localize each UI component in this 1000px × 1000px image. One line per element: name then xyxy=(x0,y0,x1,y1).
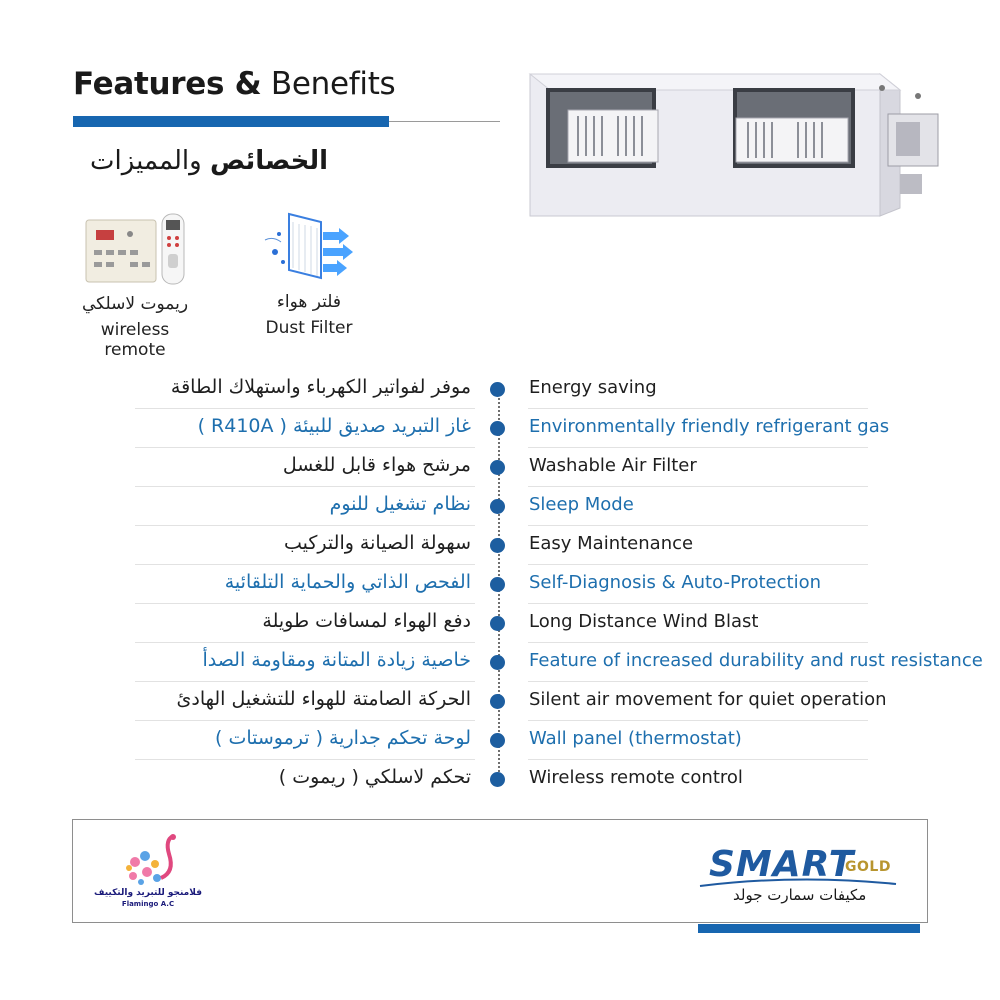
feature-label-ar: نظام تشغيل للنوم xyxy=(329,493,471,515)
feature-label-ar: لوحة تحكم جدارية ( ترموستات ) xyxy=(215,727,471,749)
bullet-icon xyxy=(490,577,505,592)
feature-row xyxy=(0,604,1000,643)
smart-name-ar: مكيفات سمارت جولد xyxy=(733,886,867,904)
feature-row xyxy=(0,721,1000,760)
page-title-light: Benefits xyxy=(270,66,396,102)
dust-filter-label-ar: فلتر هواء xyxy=(276,292,342,312)
feature-row xyxy=(0,682,1000,721)
footer-accent-bar xyxy=(698,924,920,933)
feature-label-ar: موفر لفواتير الكهرباء واستهلاك الطاقة xyxy=(170,376,471,398)
feature-row xyxy=(0,760,1000,799)
feature-row xyxy=(0,409,1000,448)
footer-logos xyxy=(72,819,928,923)
bullet-icon xyxy=(490,772,505,787)
bullet-icon xyxy=(490,538,505,553)
bullet-icon xyxy=(490,382,505,397)
wireless-remote-label-en: wireless remote xyxy=(100,320,170,360)
smart-logo-text: SMART xyxy=(709,844,855,885)
feature-label-en: Environmentally friendly refrigerant gas xyxy=(529,416,890,437)
feature-label-ar: مرشح هواء قابل للغسل xyxy=(282,454,471,476)
feature-label-en: Wall panel (thermostat) xyxy=(529,728,742,749)
feature-row xyxy=(0,487,1000,526)
feature-row xyxy=(0,448,1000,487)
feature-label-ar: تحكم لاسلكي ( ريموت ) xyxy=(278,766,471,788)
feature-label-ar: دفع الهواء لمسافات طويلة xyxy=(262,610,471,632)
feature-label-en: Feature of increased durability and rust resistance xyxy=(529,650,983,671)
accessory-wireless-remote xyxy=(70,210,200,360)
bullet-icon xyxy=(490,694,505,709)
dust-filter-label-en: Dust Filter xyxy=(265,318,353,338)
feature-label-ar: خاصية زيادة المتانة ومقاومة الصدأ xyxy=(202,649,471,671)
smart-logo-gold: GOLD xyxy=(845,859,891,875)
feature-label-en: Silent air movement for quiet operation xyxy=(529,689,887,710)
wireless-remote-icon xyxy=(80,210,190,290)
feature-label-ar: غاز التبريد صديق للبيئة ( R410A ) xyxy=(197,415,471,437)
dust-filter-icon xyxy=(259,208,359,288)
feature-label-en: Wireless remote control xyxy=(529,767,743,788)
feature-label-en: Washable Air Filter xyxy=(529,455,697,476)
arabic-title xyxy=(73,146,328,176)
page-title-bold: Features & xyxy=(73,66,262,102)
feature-row xyxy=(0,370,1000,409)
feature-label-en: Long Distance Wind Blast xyxy=(529,611,759,632)
feature-row xyxy=(0,526,1000,565)
accessory-dust-filter xyxy=(250,208,368,338)
feature-row xyxy=(0,565,1000,604)
arabic-title-bold: الخصائص xyxy=(209,146,328,176)
feature-label-ar: الفحص الذاتي والحماية التلقائية xyxy=(224,571,471,593)
bullet-icon xyxy=(490,421,505,436)
feature-label-en: Easy Maintenance xyxy=(529,533,694,554)
feature-label-ar: سهولة الصيانة والتركيب xyxy=(284,532,471,554)
feature-label-en: Self-Diagnosis & Auto-Protection xyxy=(529,572,822,593)
flamingo-name-ar: فلامنجو للتبريد والتكييف xyxy=(94,888,202,898)
bullet-icon xyxy=(490,616,505,631)
feature-label-en: Energy saving xyxy=(529,377,657,398)
feature-label-ar: الحركة الصامتة للهواء للتشغيل الهادئ xyxy=(176,688,471,710)
bullet-icon xyxy=(490,655,505,670)
flamingo-logo-icon xyxy=(121,832,183,888)
feature-label-en: Sleep Mode xyxy=(529,494,634,515)
flamingo-name-en: Flamingo A.C xyxy=(121,900,175,908)
bullet-icon xyxy=(490,460,505,475)
wireless-remote-label-ar: ريموت لاسلكي xyxy=(81,294,189,314)
arabic-title-light: والمميزات xyxy=(90,146,202,176)
feature-row xyxy=(0,643,1000,682)
bullet-icon xyxy=(490,499,505,514)
page-title xyxy=(73,66,395,102)
title-accent-bar xyxy=(73,116,389,127)
bullet-icon xyxy=(490,733,505,748)
ducted-ac-unit-icon xyxy=(528,70,948,220)
